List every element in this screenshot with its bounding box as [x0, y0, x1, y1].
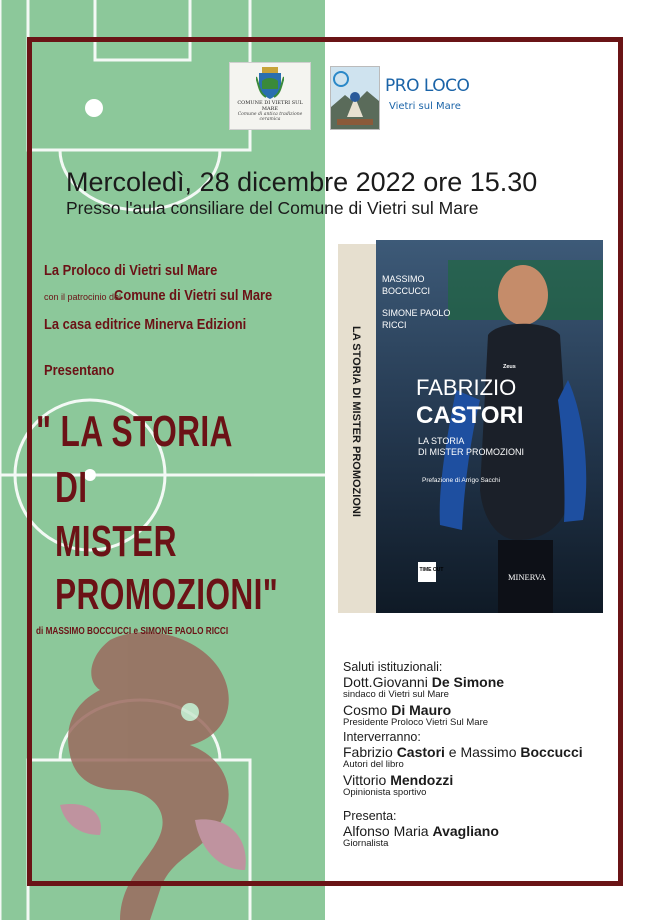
book-publisher: MINERVA — [508, 572, 546, 582]
proloco-emblem-icon — [331, 67, 379, 129]
speaker-di-mauro-role: Presidente Proloco Vietri Sul Mare — [343, 717, 489, 728]
credits-block — [343, 658, 623, 851]
saluti-heading: Saluti istituzionali: — [343, 660, 443, 674]
organizer-line-3: La casa editrice Minerva Edizioni — [44, 316, 247, 333]
book-jacket-brand: Zeus — [503, 364, 516, 370]
book-title-last: CASTORI — [416, 402, 524, 429]
speaker-avagliano-role: Giornalista — [343, 838, 389, 849]
organizer-patronage-prefix: con il patrocinio del — [44, 292, 122, 302]
book-author2-first: SIMONE PAOLO — [382, 308, 451, 318]
interverranno-heading: Interverranno: — [343, 730, 421, 744]
book-title-line-3: MISTER — [55, 517, 177, 566]
comune-logo — [229, 62, 311, 130]
comune-caption: COMUNE DI VIETRI SUL MARE — [237, 100, 303, 112]
book-title-line-4: PROMOZIONI" — [55, 570, 279, 619]
proloco-name: PRO LOCO — [385, 76, 470, 96]
book-authors: di MASSIMO BOCCUCCI e SIMONE PAOLO RICCI — [36, 626, 229, 637]
book-subtitle-1: LA STORIA — [418, 436, 465, 446]
event-date: Mercoledì, 28 dicembre 2022 ore 15.30 — [66, 167, 538, 197]
organizer-line-2: Comune di Vietri sul Mare — [114, 287, 273, 304]
comune-tagline: Comune di antica tradizione ceramica — [237, 112, 303, 122]
book-author1-last: BOCCUCCI — [382, 286, 431, 296]
book-author2-last: RICCI — [382, 320, 407, 330]
time-out-logo-text: TIME OUT — [419, 567, 444, 573]
book-cover — [338, 240, 603, 613]
speaker-de-simone-role: sindaco di Vietri sul Mare — [343, 689, 449, 700]
event-venue: Presso l'aula consiliare del Comune di Vietri sul Mare — [66, 198, 479, 218]
book-subtitle-2: DI MISTER PROMOZIONI — [418, 447, 525, 457]
proloco-logo-image — [330, 66, 380, 130]
speaker-castori-boccucci-role: Autori del libro — [343, 759, 404, 770]
speaker-avagliano: Alfonso Maria Avagliano — [343, 823, 499, 839]
speaker-de-simone: Dott.Giovanni De Simone — [343, 674, 505, 690]
speaker-mendozzi-role: Opinionista sportivo — [343, 787, 427, 798]
book-spine-text: LA STORIA DI MISTER PROMOZIONI — [350, 326, 362, 517]
speaker-di-mauro: Cosmo Di Mauro — [343, 702, 452, 718]
speaker-castori-boccucci: Fabrizio Castori e Massimo Boccucci — [343, 744, 583, 760]
comune-crest-icon — [256, 67, 284, 99]
organizer-line-1: La Proloco di Vietri sul Mare — [44, 262, 218, 279]
presents-label: Presentano — [44, 362, 115, 379]
book-title-first: FABRIZIO — [416, 375, 517, 400]
presenta-heading: Presenta: — [343, 809, 397, 823]
speaker-mendozzi: Vittorio Mendozzi — [343, 772, 454, 788]
proloco-subtitle: Vietri sul Mare — [389, 101, 461, 112]
book-author1-first: MASSIMO — [382, 274, 425, 284]
book-title-line-2: DI — [55, 463, 88, 512]
book-preface: Prefazione di Arrigo Sacchi — [422, 477, 501, 484]
book-title-line-1: " LA STORIA — [36, 407, 233, 456]
